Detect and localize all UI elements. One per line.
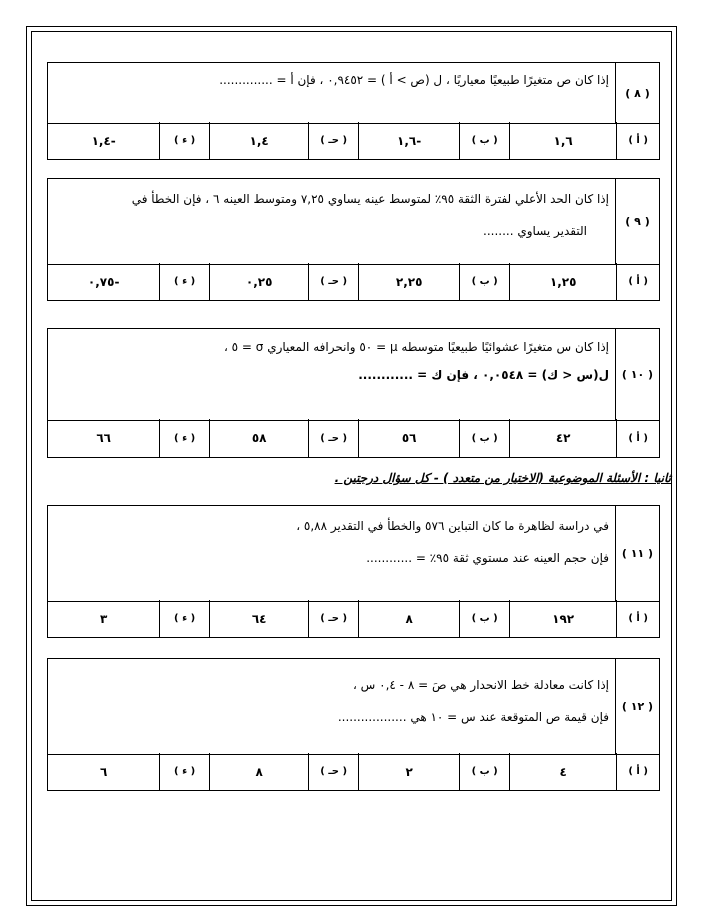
choice-label-b[interactable]: ( ب ) <box>459 753 509 790</box>
choice-value-b[interactable]: ٥٦ <box>358 419 459 457</box>
question-line: إذا كانت معادلة خط الانحدار هي صَ = ٨ - ٠,٤ س ، <box>352 678 609 692</box>
question-number: ( ١١ ) <box>615 506 659 601</box>
choice-label-d[interactable]: ( ء ) <box>159 122 209 159</box>
question-number: ( ١٢ ) <box>615 659 659 754</box>
question-line: فإن حجم العينه عند مستوي ثقة ٩٥٪ = ............ <box>366 551 609 565</box>
question-line: إذا كان ص متغيرًا طبيعيًا معياريًا ، ل (ص > أ ) = ٠,٩٤٥٢ ، فإن أ = .............. <box>219 73 609 87</box>
question-number: ( ٨ ) <box>615 63 659 123</box>
question-stem <box>48 506 659 602</box>
choice-label-d[interactable]: ( ء ) <box>159 419 209 457</box>
choice-label-d[interactable]: ( ء ) <box>159 263 209 300</box>
question-stem <box>48 63 659 124</box>
choice-label-a[interactable]: ( أ ) <box>616 600 659 637</box>
choice-value-d[interactable]: ٣ <box>100 611 108 626</box>
question-box-8 <box>47 62 660 160</box>
choice-value-c[interactable]: ٦٤ <box>209 600 308 637</box>
choice-value-a[interactable]: ٤٢ <box>509 419 616 457</box>
answer-row <box>48 122 659 159</box>
choice-label-a[interactable]: ( أ ) <box>616 753 659 790</box>
question-stem <box>48 329 659 421</box>
choice-label-c[interactable]: ( حـ ) <box>308 263 358 300</box>
choice-value-b[interactable]: ٢ <box>358 753 459 790</box>
question-number: ( ٩ ) <box>615 179 659 264</box>
question-line: في دراسة لظاهرة ما كان التباين ٥٧٦ والخطأ في التقدير ٥,٨٨ ، <box>296 519 609 533</box>
question-box-9 <box>47 178 660 301</box>
choice-value-b[interactable]: ٢,٢٥ <box>358 263 459 300</box>
answer-row <box>48 600 659 637</box>
choice-label-d[interactable]: ( ء ) <box>159 600 209 637</box>
question-stem <box>48 179 659 265</box>
question-line: ل(س < ك) = ٠,٠٥٤٨ ، فإن ك = ............ <box>358 368 609 382</box>
choice-value-b[interactable]: -١,٦ <box>358 122 459 159</box>
choice-label-a[interactable]: ( أ ) <box>616 263 659 300</box>
choice-value-c[interactable]: ١,٤ <box>209 122 308 159</box>
question-box-11 <box>47 505 660 638</box>
choice-label-a[interactable]: ( أ ) <box>616 122 659 159</box>
choice-value-b[interactable]: ٨ <box>358 600 459 637</box>
choice-value-d[interactable]: ٦ <box>100 764 108 779</box>
choice-value-c[interactable]: ٥٨ <box>209 419 308 457</box>
choice-label-a[interactable]: ( أ ) <box>616 419 659 457</box>
choice-value-a[interactable]: ١,٦ <box>509 122 616 159</box>
question-line: فإن قيمة ص المتوقعة عند س = ١٠ هي .................. <box>337 710 609 724</box>
question-box-12 <box>47 658 660 791</box>
choice-label-c[interactable]: ( حـ ) <box>308 419 358 457</box>
question-number: ( ١٠ ) <box>615 329 659 420</box>
choice-value-a[interactable]: ٤ <box>509 753 616 790</box>
question-line: إذا كان س متغيرًا عشوائيًا طبيعيًا متوسطه μ = ٥٠ وانحرافه المعياري σ = ٥ ، <box>223 340 609 354</box>
choice-value-d[interactable]: -١,٤ <box>91 133 116 148</box>
choice-label-c[interactable]: ( حـ ) <box>308 122 358 159</box>
choice-value-d[interactable]: ٦٦ <box>96 431 111 445</box>
choice-value-c[interactable]: ٠,٢٥ <box>209 263 308 300</box>
question-line: إذا كان الحد الأعلي لفترة الثقة ٩٥٪ لمتوسط عينه يساوي ٧,٢٥ ومتوسط العينه ٦ ، فإن الخطأ في <box>131 192 609 206</box>
choice-value-a[interactable]: ١٩٢ <box>509 600 616 637</box>
choice-value-c[interactable]: ٨ <box>209 753 308 790</box>
answer-row <box>48 263 659 300</box>
section-title: ثانيا : الأسئلة الموضوعية (الاختيار من متعدد ) - كل سؤال درجتين . <box>334 471 671 485</box>
choice-label-b[interactable]: ( ب ) <box>459 263 509 300</box>
answer-row <box>48 419 659 457</box>
question-line: التقدير يساوي ........ <box>483 224 587 238</box>
choice-label-c[interactable]: ( حـ ) <box>308 600 358 637</box>
choice-label-b[interactable]: ( ب ) <box>459 600 509 637</box>
choice-label-b[interactable]: ( ب ) <box>459 419 509 457</box>
answer-row <box>48 753 659 790</box>
choice-label-c[interactable]: ( حـ ) <box>308 753 358 790</box>
choice-value-a[interactable]: ١,٢٥ <box>509 263 616 300</box>
choice-value-d[interactable]: -٠,٧٥ <box>87 274 120 289</box>
choice-label-b[interactable]: ( ب ) <box>459 122 509 159</box>
question-box-10 <box>47 328 660 458</box>
choice-label-d[interactable]: ( ء ) <box>159 753 209 790</box>
question-stem <box>48 659 659 755</box>
